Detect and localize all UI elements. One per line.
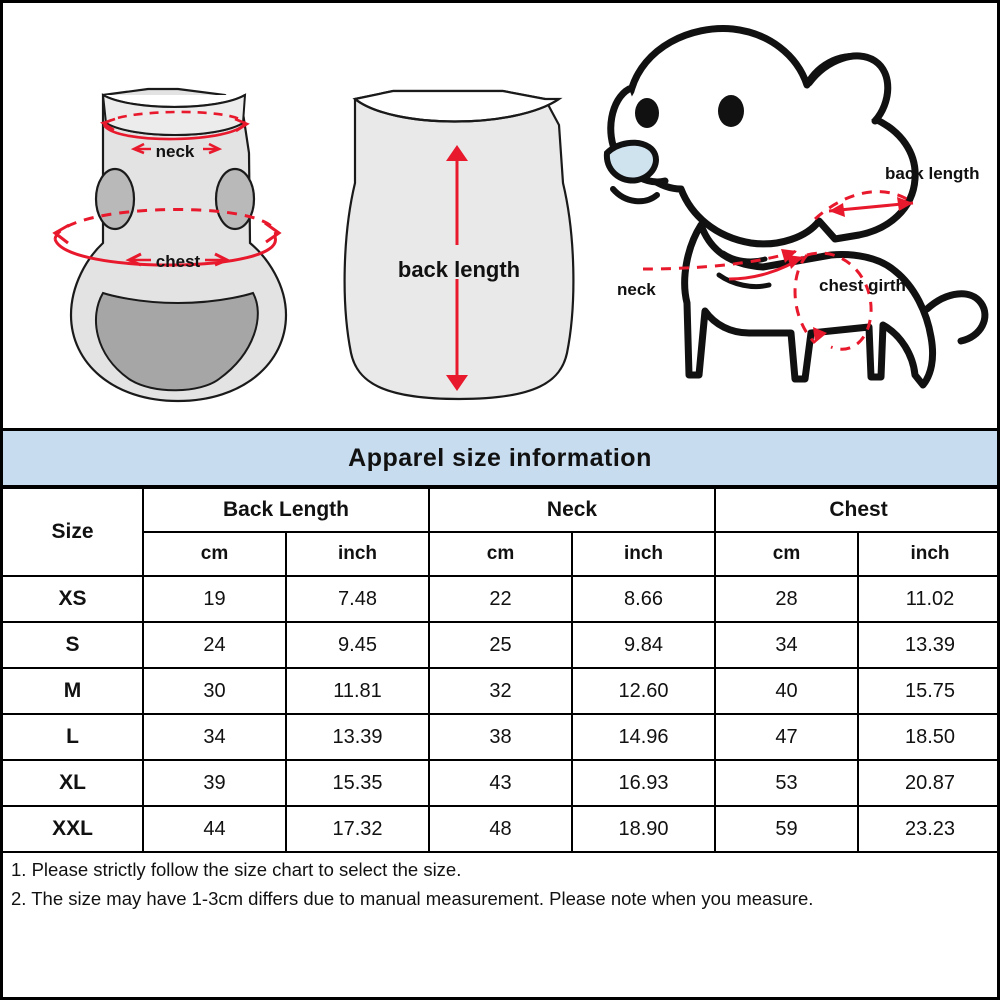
cell-size: XXL bbox=[3, 806, 143, 852]
cell-neck-cm: 43 bbox=[429, 760, 572, 806]
cell-back-inch: 9.45 bbox=[286, 622, 429, 668]
cell-chest-inch: 23.23 bbox=[858, 806, 1000, 852]
table-row bbox=[3, 806, 1000, 852]
header-neck: Neck bbox=[429, 488, 715, 532]
cell-size: S bbox=[3, 622, 143, 668]
cell-chest-cm: 28 bbox=[715, 576, 858, 622]
table-row bbox=[3, 760, 1000, 806]
cell-chest-inch: 15.75 bbox=[858, 668, 1000, 714]
cell-chest-inch: 18.50 bbox=[858, 714, 1000, 760]
label-back-length: back length bbox=[397, 257, 521, 282]
table-row bbox=[3, 576, 1000, 622]
illustration-strip bbox=[3, 3, 997, 431]
garment-back-view bbox=[323, 3, 613, 428]
label-dog-back-length: back length bbox=[885, 164, 980, 183]
cell-neck-inch: 14.96 bbox=[572, 714, 715, 760]
cell-size: XS bbox=[3, 576, 143, 622]
header-neck-cm: cm bbox=[429, 532, 572, 576]
header-chest-cm: cm bbox=[715, 532, 858, 576]
header-back-length-inch: inch bbox=[286, 532, 429, 576]
cell-back-cm: 44 bbox=[143, 806, 286, 852]
notes-section bbox=[3, 853, 997, 913]
cell-chest-cm: 47 bbox=[715, 714, 858, 760]
garment-front-view bbox=[3, 3, 323, 428]
header-back-length-cm: cm bbox=[143, 532, 286, 576]
cell-back-cm: 24 bbox=[143, 622, 286, 668]
cell-size: L bbox=[3, 714, 143, 760]
table-row bbox=[3, 622, 1000, 668]
label-dog-chest-girth: chest girth bbox=[819, 276, 906, 295]
header-back-length: Back Length bbox=[143, 488, 429, 532]
cell-back-cm: 30 bbox=[143, 668, 286, 714]
cell-neck-inch: 9.84 bbox=[572, 622, 715, 668]
cell-chest-cm: 34 bbox=[715, 622, 858, 668]
cell-neck-inch: 8.66 bbox=[572, 576, 715, 622]
size-table bbox=[3, 487, 1000, 853]
chart-title-bar bbox=[3, 431, 997, 487]
table-header-groups bbox=[3, 488, 1000, 532]
cell-neck-cm: 32 bbox=[429, 668, 572, 714]
table-header-units bbox=[3, 532, 1000, 576]
cell-back-cm: 19 bbox=[143, 576, 286, 622]
note-line-2: 2. The size may have 1-3cm differs due to manual measurement. Please note when you measure. bbox=[11, 887, 814, 909]
header-size: Size bbox=[3, 488, 143, 576]
cell-neck-cm: 38 bbox=[429, 714, 572, 760]
cell-neck-inch: 16.93 bbox=[572, 760, 715, 806]
label-dog-neck: neck bbox=[617, 280, 656, 299]
page-title: Apparel size information bbox=[348, 443, 652, 472]
header-chest: Chest bbox=[715, 488, 1000, 532]
cell-neck-cm: 25 bbox=[429, 622, 572, 668]
cell-chest-cm: 59 bbox=[715, 806, 858, 852]
cell-chest-cm: 40 bbox=[715, 668, 858, 714]
table-row bbox=[3, 668, 1000, 714]
cell-neck-cm: 22 bbox=[429, 576, 572, 622]
cell-back-cm: 39 bbox=[143, 760, 286, 806]
cell-chest-cm: 53 bbox=[715, 760, 858, 806]
cell-back-inch: 11.81 bbox=[286, 668, 429, 714]
cell-neck-cm: 48 bbox=[429, 806, 572, 852]
cell-size: XL bbox=[3, 760, 143, 806]
cell-back-inch: 7.48 bbox=[286, 576, 429, 622]
cell-back-inch: 17.32 bbox=[286, 806, 429, 852]
cell-back-inch: 13.39 bbox=[286, 714, 429, 760]
cell-neck-inch: 12.60 bbox=[572, 668, 715, 714]
cell-size: M bbox=[3, 668, 143, 714]
header-chest-inch: inch bbox=[858, 532, 1000, 576]
table-row bbox=[3, 714, 1000, 760]
cell-neck-inch: 18.90 bbox=[572, 806, 715, 852]
cell-back-inch: 15.35 bbox=[286, 760, 429, 806]
cell-chest-inch: 13.39 bbox=[858, 622, 1000, 668]
cell-chest-inch: 11.02 bbox=[858, 576, 1000, 622]
label-neck: neck bbox=[155, 142, 195, 161]
dog-measurement-diagram bbox=[583, 3, 1000, 428]
header-neck-inch: inch bbox=[572, 532, 715, 576]
label-chest: chest bbox=[155, 252, 201, 271]
note-line-1: 1. Please strictly follow the size chart to select the size. bbox=[11, 859, 462, 880]
cell-back-cm: 34 bbox=[143, 714, 286, 760]
cell-chest-inch: 20.87 bbox=[858, 760, 1000, 806]
